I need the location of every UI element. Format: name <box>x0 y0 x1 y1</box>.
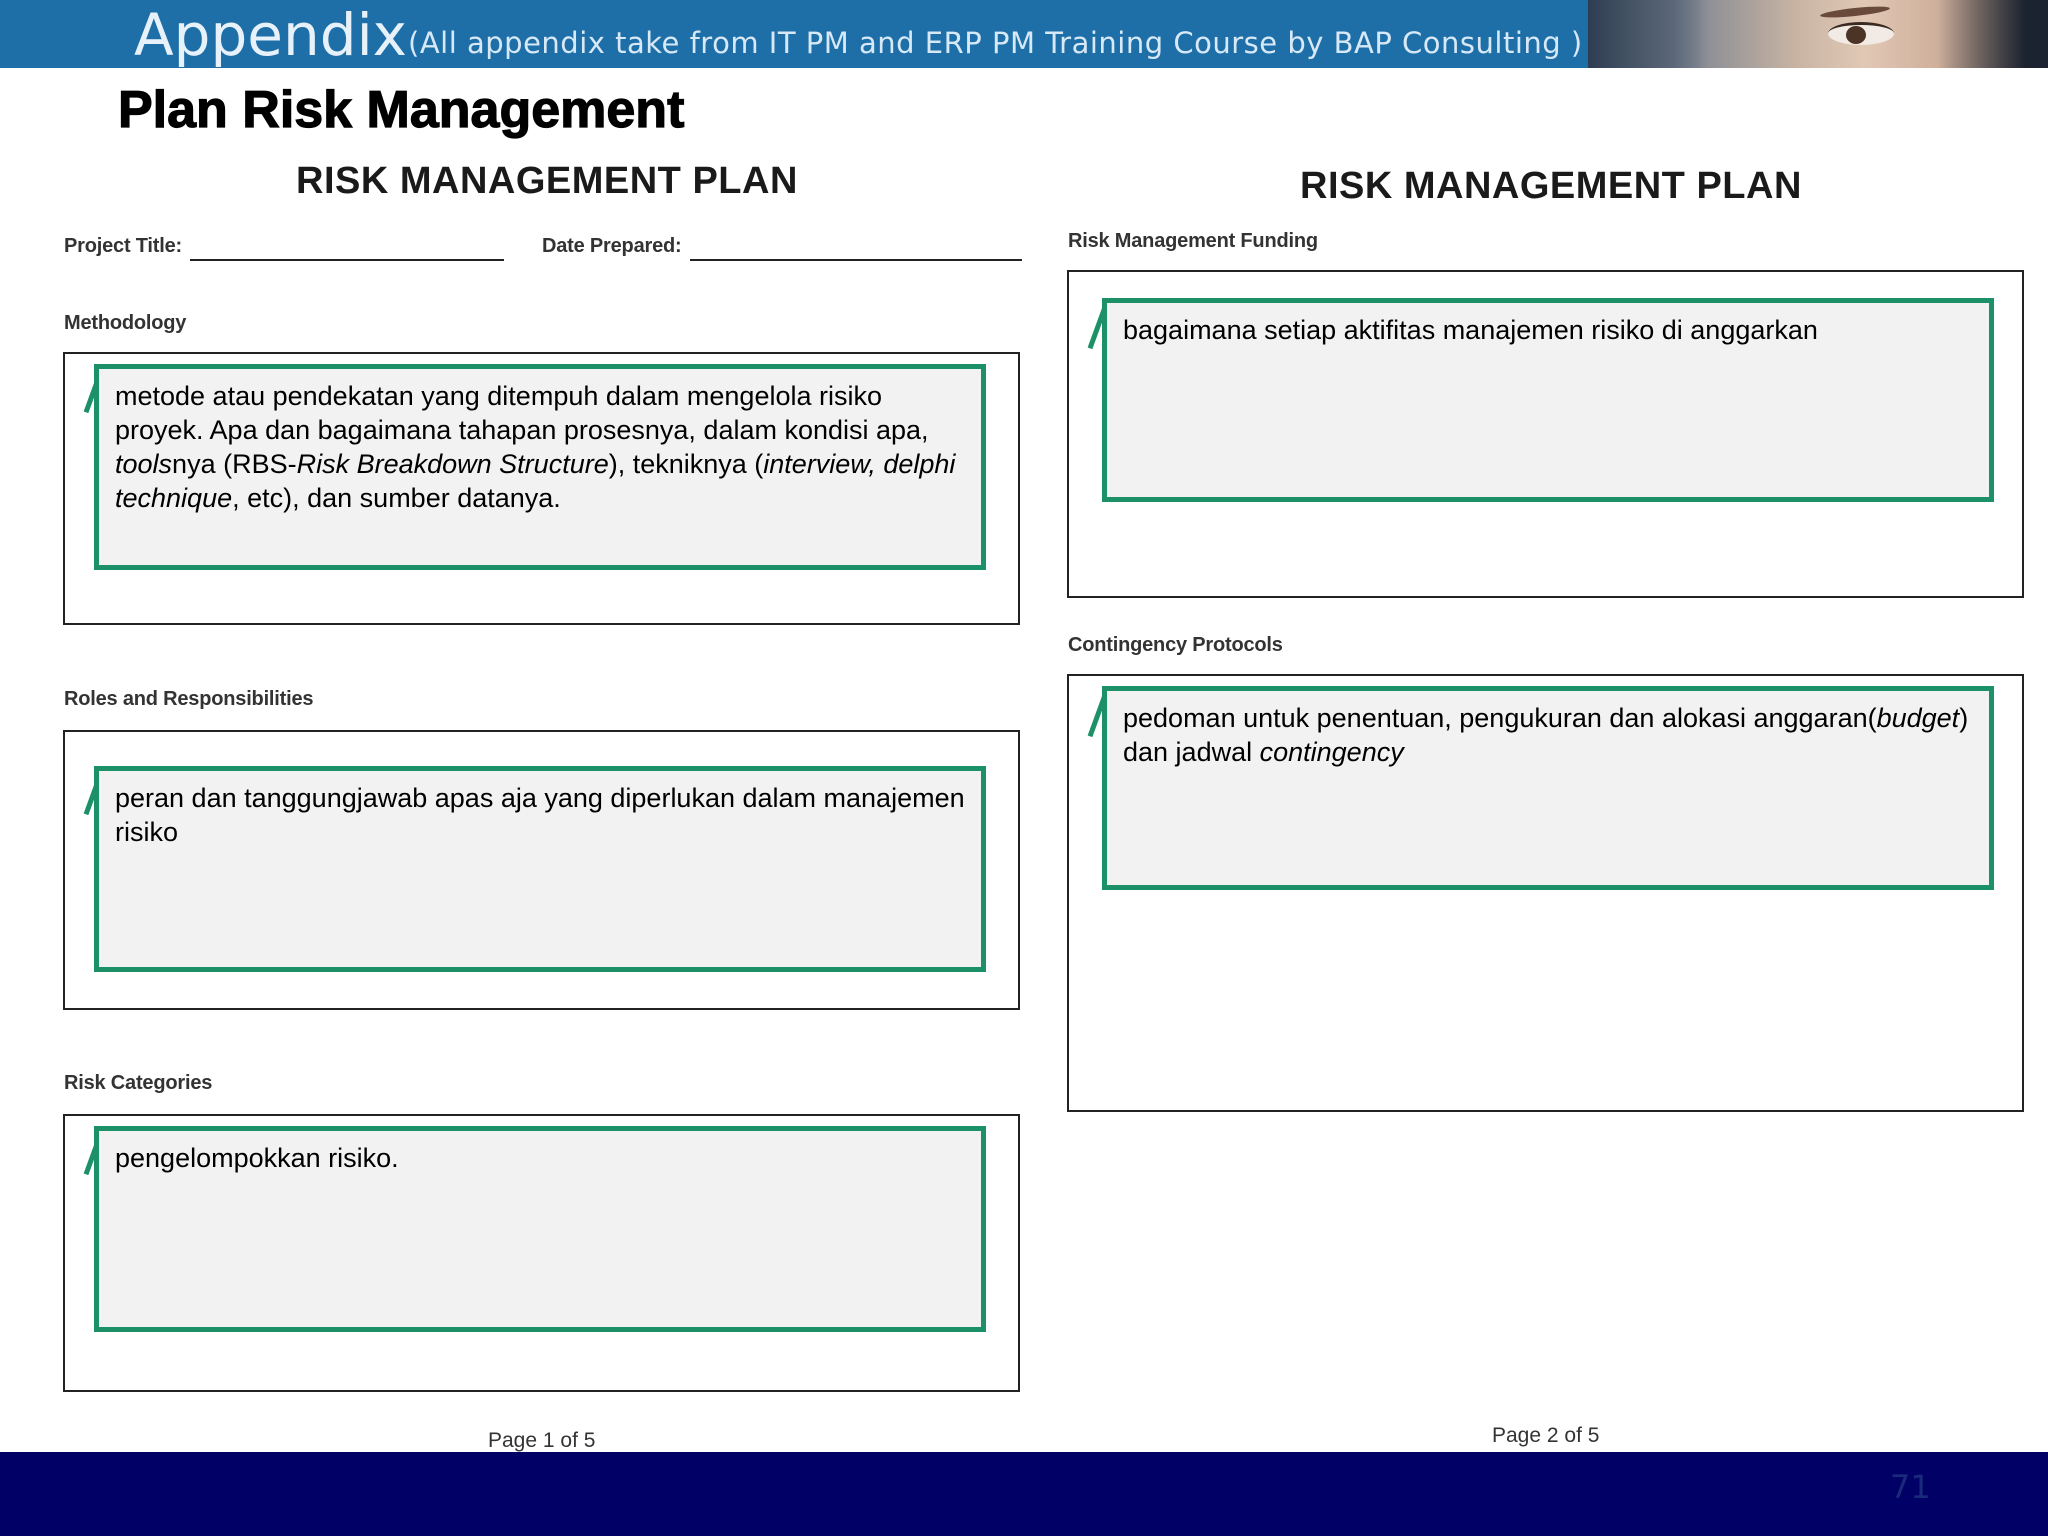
right-page-number: Page 2 of 5 <box>1492 1424 1600 1447</box>
funding-label: Risk Management Funding <box>1068 230 1318 252</box>
roles-label: Roles and Responsibilities <box>64 688 314 710</box>
project-title-label: Project Title: <box>64 235 182 257</box>
right-form-title: RISK MANAGEMENT PLAN <box>1300 165 1802 207</box>
date-prepared-field[interactable] <box>690 259 1022 261</box>
funding-note: bagaimana setiap aktifitas manajemen risiko di anggarkan <box>1102 298 1994 502</box>
header-bar <box>0 0 1588 68</box>
methodology-label: Methodology <box>64 312 187 334</box>
risk-categories-label: Risk Categories <box>64 1072 213 1094</box>
left-page-number: Page 1 of 5 <box>488 1429 596 1452</box>
date-prepared-label: Date Prepared: <box>542 235 682 257</box>
page-title: Plan Risk Management <box>118 81 685 139</box>
roles-note: peran dan tanggungjawab apas aja yang diperlukan dalam manajemen risiko <box>94 766 986 972</box>
methodology-note: metode atau pendekatan yang ditempuh dalam mengelola risiko proyek. Apa dan bagaimana tahapan prosesnya, dalam kondisi apa, toolsnya (RBS-Risk Breakdown Structure), tekniknya (interview, delphi technique, etc), dan sumber datanya. <box>94 364 986 570</box>
slide-number: 71 <box>1890 1468 1931 1506</box>
project-title-field[interactable] <box>190 259 504 261</box>
left-form-title: RISK MANAGEMENT PLAN <box>296 160 798 202</box>
contingency-note: pedoman untuk penentuan, pengukuran dan alokasi anggaran(budget) dan jadwal contingency <box>1102 686 1994 890</box>
contingency-label: Contingency Protocols <box>1068 634 1283 656</box>
eyebrow-shape <box>1820 4 1890 19</box>
header-subtitle: (All appendix take from IT PM and ERP PM Training Course by BAP Consulting ) <box>408 26 1583 60</box>
footer-bar <box>0 1452 2048 1536</box>
eye-shape <box>1828 22 1894 45</box>
risk-categories-note: pengelompokkan risiko. <box>94 1126 986 1332</box>
header-title: Appendix <box>134 1 408 68</box>
header-photo <box>1588 0 2048 68</box>
